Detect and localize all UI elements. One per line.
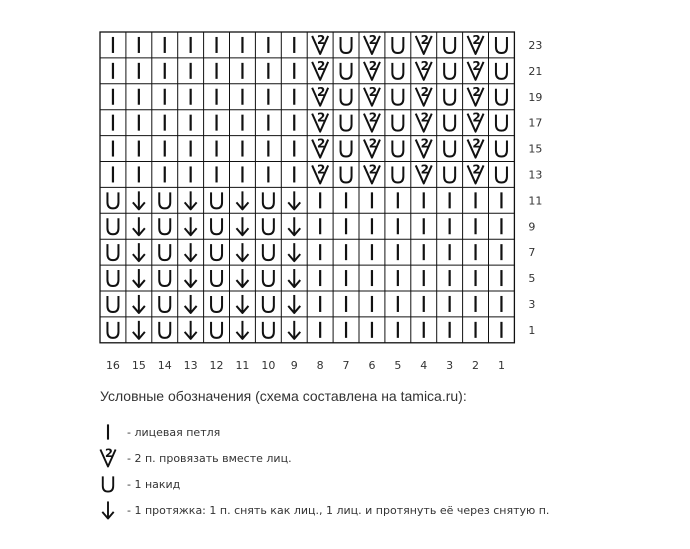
row-label: 21 xyxy=(528,64,543,78)
row-label: 15 xyxy=(528,142,543,156)
row-label: 3 xyxy=(528,297,536,311)
column-label: 6 xyxy=(368,358,376,372)
svg-text:2: 2 xyxy=(472,84,481,99)
legend-text-yarn-over: - 1 накид xyxy=(127,477,181,491)
legend-text-pull-through: - 1 протяжка: 1 п. снять как лиц., 1 лиц. и протянуть её через снятую п. xyxy=(127,503,550,517)
column-label: 13 xyxy=(183,358,198,372)
svg-text:2: 2 xyxy=(368,110,378,125)
svg-text:2: 2 xyxy=(368,58,378,73)
column-label: 5 xyxy=(394,358,402,372)
knit-stitch-icon xyxy=(95,420,121,444)
svg-text:2: 2 xyxy=(472,162,481,177)
svg-text:2: 2 xyxy=(368,32,378,47)
legend-text-k2tog: - 2 п. провязать вместе лиц. xyxy=(127,451,292,465)
column-label: 7 xyxy=(342,358,350,372)
svg-text:2: 2 xyxy=(316,162,326,177)
column-label: 8 xyxy=(316,358,324,372)
column-label: 11 xyxy=(235,358,250,372)
row-label: 1 xyxy=(528,323,536,337)
svg-text:2: 2 xyxy=(316,110,326,125)
column-label: 15 xyxy=(131,358,146,372)
column-label: 14 xyxy=(157,358,172,372)
svg-text:2: 2 xyxy=(472,58,481,73)
svg-text:2: 2 xyxy=(316,32,326,47)
legend-item-k2tog xyxy=(95,446,292,470)
svg-text:2: 2 xyxy=(104,446,113,461)
column-label: 1 xyxy=(497,358,505,372)
column-label: 12 xyxy=(209,358,224,372)
column-label: 3 xyxy=(446,358,454,372)
pull-through-arrow-icon xyxy=(95,498,121,522)
svg-text:2: 2 xyxy=(316,136,326,151)
column-label: 4 xyxy=(420,358,428,372)
column-label: 16 xyxy=(105,358,120,372)
svg-text:2: 2 xyxy=(472,110,481,125)
row-label: 11 xyxy=(528,194,543,208)
svg-text:2: 2 xyxy=(316,84,326,99)
row-label: 13 xyxy=(528,168,543,182)
svg-text:2: 2 xyxy=(368,136,378,151)
row-label: 23 xyxy=(528,38,543,52)
svg-text:2: 2 xyxy=(420,136,429,151)
row-label: 7 xyxy=(528,246,536,260)
column-label: 10 xyxy=(261,358,276,372)
svg-text:2: 2 xyxy=(368,84,378,99)
svg-text:2: 2 xyxy=(368,162,378,177)
svg-text:2: 2 xyxy=(472,136,481,151)
legend-item-knit xyxy=(95,420,220,444)
column-label: 9 xyxy=(290,358,298,372)
svg-text:2: 2 xyxy=(420,58,429,73)
row-label: 17 xyxy=(528,116,543,130)
row-label: 19 xyxy=(528,90,543,104)
legend-item-pull-through xyxy=(95,498,549,522)
svg-text:2: 2 xyxy=(420,32,429,47)
row-label: 9 xyxy=(528,220,536,234)
legend-text-knit: - лицевая петля xyxy=(127,425,221,439)
svg-text:2: 2 xyxy=(420,162,429,177)
svg-text:2: 2 xyxy=(316,58,326,73)
yarn-over-icon xyxy=(95,472,121,496)
svg-text:2: 2 xyxy=(420,110,429,125)
column-label: 2 xyxy=(472,358,480,372)
row-label: 5 xyxy=(528,272,536,286)
legend-item-yarn-over xyxy=(95,472,180,496)
legend-title: Условные обозначения (схема составлена на tamica.ru): xyxy=(100,388,467,404)
svg-text:2: 2 xyxy=(472,32,481,47)
knit-two-together-icon xyxy=(95,446,121,470)
svg-text:2: 2 xyxy=(420,84,429,99)
